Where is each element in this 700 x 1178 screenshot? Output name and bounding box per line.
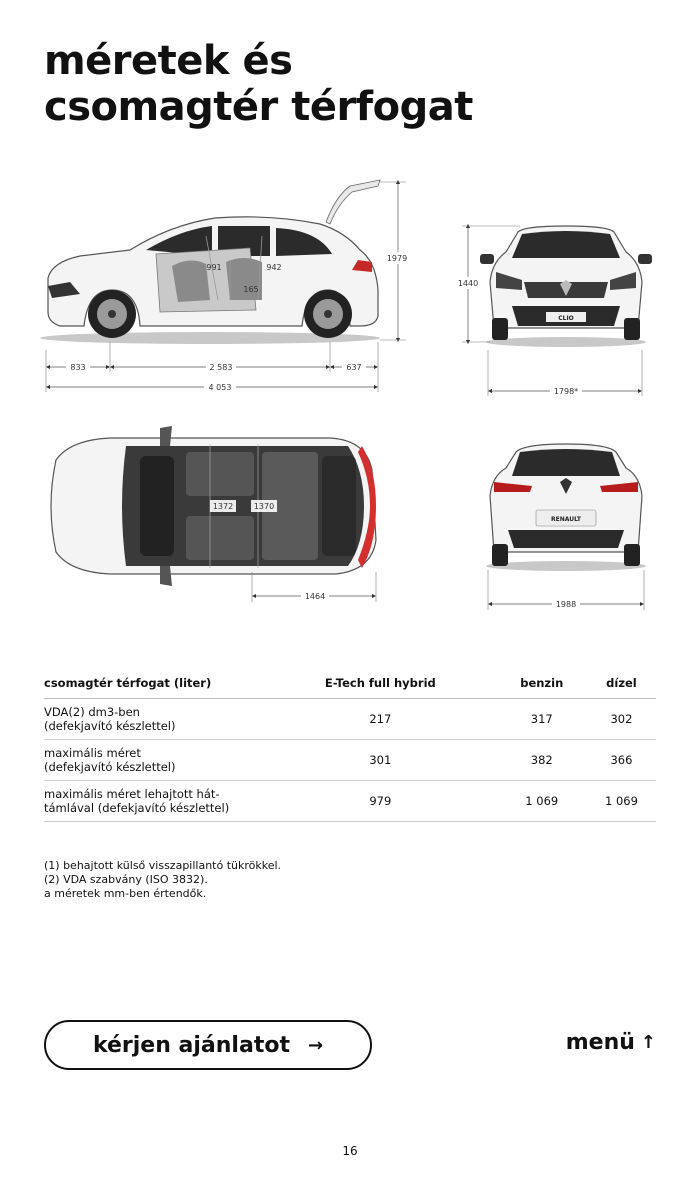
luggage-volume-table xyxy=(44,668,656,822)
row-label-line: (defekjavító készlettel) xyxy=(44,718,176,733)
table-row xyxy=(44,698,656,739)
table-cell: 366 xyxy=(587,739,656,780)
table-header-row xyxy=(44,668,656,698)
dim-total-length: 4 053 xyxy=(208,383,232,392)
footnote: (1) behajtott külső visszapillantó tükrökkel. xyxy=(44,859,282,872)
footnote: a méretek mm-ben értendők. xyxy=(44,887,207,900)
front-badge: CLIO xyxy=(558,315,574,322)
table-header: E-Tech full hybrid xyxy=(264,668,497,698)
row-label xyxy=(44,698,264,739)
table-cell: 1 069 xyxy=(497,780,587,821)
dim-rear-width: 1988 xyxy=(555,600,577,609)
dim-wheelbase: 2 583 xyxy=(209,363,233,372)
table-cell: 1 069 xyxy=(587,780,656,821)
dim-rear-overhang: 637 xyxy=(346,363,362,372)
footnote: (2) VDA szabvány (ISO 3832). xyxy=(44,873,208,886)
row-label-line: VDA(2) dm3-ben xyxy=(44,704,140,719)
dim-top-track: 1464 xyxy=(304,592,326,601)
dim-interior-front: 991 xyxy=(206,263,222,272)
arrow-right-icon: → xyxy=(307,1034,324,1056)
menu-label: menü xyxy=(565,1030,635,1055)
dim-top-rear-shoulder: 1370 xyxy=(253,502,275,511)
arrow-up-icon: ↑ xyxy=(640,1032,656,1053)
table-cell: 979 xyxy=(264,780,497,821)
dim-front-overhang: 833 xyxy=(70,363,86,372)
title-line-1: méretek és xyxy=(44,38,293,84)
table-cell: 302 xyxy=(587,698,656,739)
row-label-line: maximális méret lehajtott hát- xyxy=(44,786,220,801)
footnotes xyxy=(44,859,281,901)
dim-front-width: 1798* xyxy=(553,387,579,396)
car-side-view xyxy=(40,180,380,344)
request-offer-label: kérjen ajánlatot xyxy=(92,1032,290,1058)
table-row xyxy=(44,739,656,780)
page-number: 16 xyxy=(342,1144,358,1158)
request-offer-button[interactable] xyxy=(44,1020,372,1070)
table-header: csomagtér térfogat (liter) xyxy=(44,668,264,698)
table-cell: 382 xyxy=(497,739,587,780)
car-front-view xyxy=(480,226,652,347)
dim-top-front-shoulder: 1372 xyxy=(212,502,234,511)
row-label-line: (defekjavító készlettel) xyxy=(44,759,176,774)
dim-front-height: 1440 xyxy=(457,279,479,288)
table-header: dízel xyxy=(587,668,656,698)
table-header: benzin xyxy=(497,668,587,698)
menu-link[interactable] xyxy=(566,1030,656,1055)
car-rear-view xyxy=(486,444,646,571)
row-label-line: támlával (defekjavító készlettel) xyxy=(44,800,230,815)
table-cell: 301 xyxy=(264,739,497,780)
table-cell: 217 xyxy=(264,698,497,739)
row-label xyxy=(44,739,264,780)
table-cell: 317 xyxy=(497,698,587,739)
dim-interior-seat: 165 xyxy=(243,285,259,294)
table-row xyxy=(44,780,656,821)
dim-side-height: 1979 xyxy=(386,254,408,263)
rear-badge: RENAULT xyxy=(551,516,581,523)
title-line-2: csomagtér térfogat xyxy=(44,84,473,130)
row-label-line: maximális méret xyxy=(44,745,141,760)
row-label xyxy=(44,780,264,821)
dim-interior-rear: 942 xyxy=(266,263,282,272)
